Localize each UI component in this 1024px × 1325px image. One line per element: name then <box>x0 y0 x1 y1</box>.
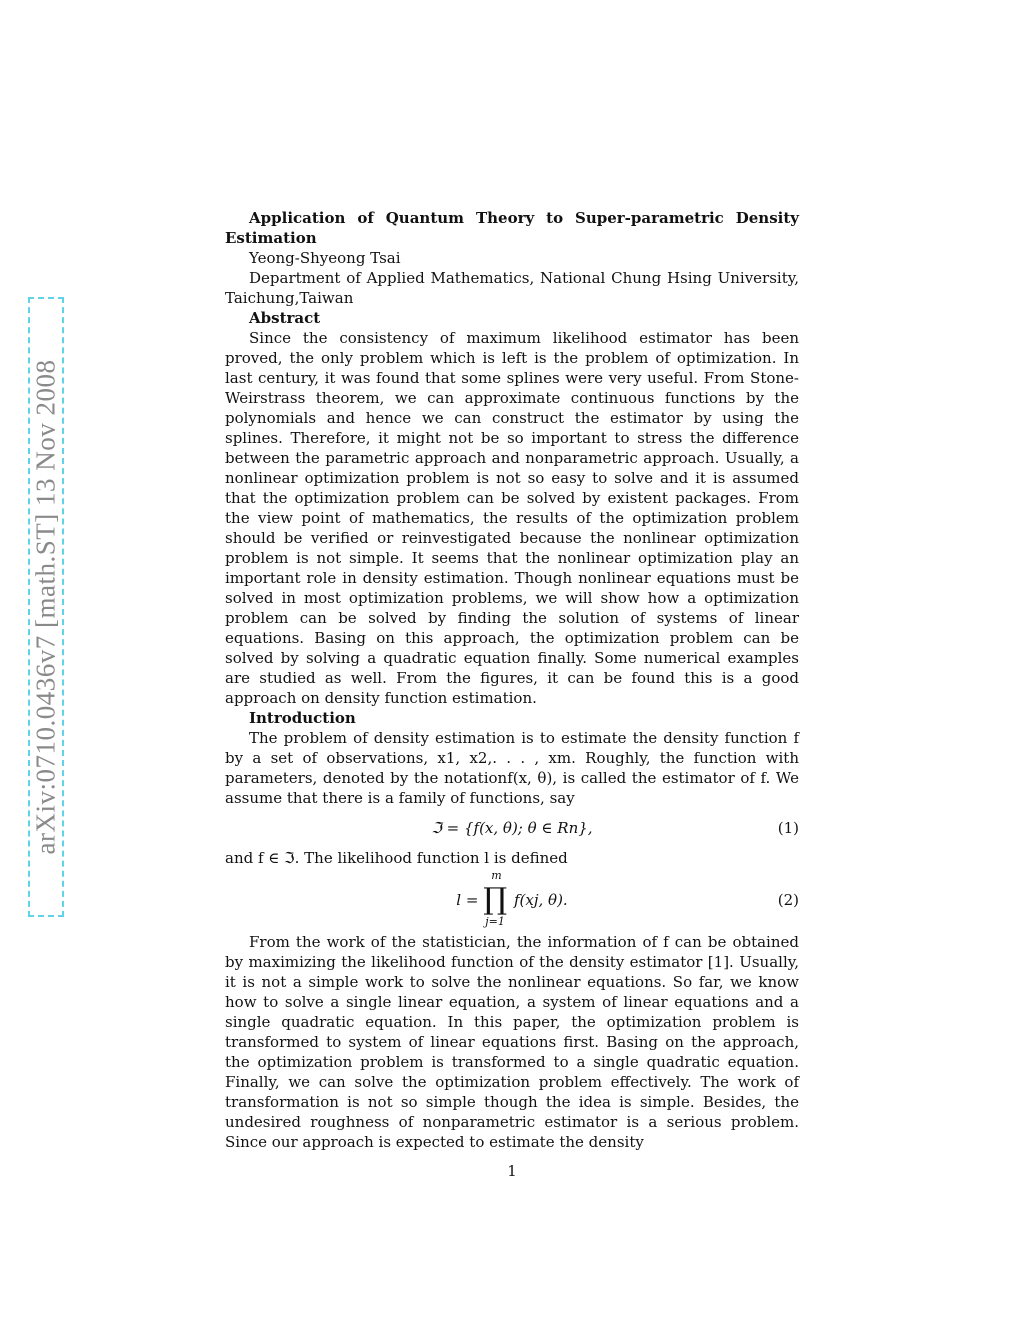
introduction-heading: Introduction <box>249 709 356 727</box>
equation-1-body: ℑ = {f(x, θ); θ ∈ Rn}, <box>431 819 593 837</box>
equation-2-lhs: l = <box>456 891 479 909</box>
equation-2 <box>225 868 799 932</box>
paper-body <box>225 208 799 1152</box>
paper-title: Application of Quantum Theory to Super-parametric Density Estimation <box>225 209 799 247</box>
introduction-paragraph-2: From the work of the statistician, the information of f can be obtained by maximizing the likelihood function of the density estimator [1]. Usually, it is not a simple work to solve the nonlinear equations. So far, we know how to solve a single linear equation, a system of linear equations and a single quadratic equation. In this paper, the optimization problem is transformed to system of linear equations first. Basing on the approach, the optimization problem is transformed to a single quadratic equation. Finally, we can solve the optimization problem effectively. The work of transformation is not so simple though the idea is simple. Besides, the undesired roughness of nonparametric estimator is a serious problem. Since our approach is expected to estimate the density <box>225 933 799 1151</box>
introduction-paragraph-1: The problem of density estimation is to estimate the density function f by a set of observations, x1, x2,. . . , xm. Roughly, the function with parameters, denoted by the notationf(x, θ), is called the estimator of f. We assume that there is a family of functions, say <box>225 729 799 807</box>
product-upper-limit: m <box>491 869 502 882</box>
page-number: 1 <box>507 1162 517 1180</box>
author-affiliation: Department of Applied Mathematics, National Chung Hsing University, Taichung,Taiwan <box>225 269 799 307</box>
arxiv-sidebar-stamp <box>28 297 64 917</box>
equation-1 <box>225 808 799 848</box>
equation-2-rhs: f(xj, θ). <box>514 891 568 909</box>
arxiv-identifier: arXiv:0710.0436v7 [math.ST] 13 Nov 2008 <box>30 359 61 855</box>
abstract-heading: Abstract <box>249 309 321 327</box>
equation-transition-text: and f ∈ ℑ. The likelihood function l is defined <box>225 849 568 867</box>
equation-2-number: (2) <box>777 891 799 909</box>
product-lower-limit: j=1 <box>485 915 505 928</box>
equation-1-number: (1) <box>777 819 799 837</box>
equation-2-body <box>225 868 799 932</box>
product-symbol: m ∏ j=1 <box>483 869 508 928</box>
author-name: Yeong-Shyeong Tsai <box>249 249 401 267</box>
abstract-text: Since the consistency of maximum likelihood estimator has been proved, the only problem which is left is the problem of optimization. In last century, it was found that some splines were very useful. From Stone-Weirstrass theorem, we can approximate continuous functions by the polynomials and hence we can construct the estimator by using the splines. Therefore, it might not be so important to stress the difference between the parametric approach and nonparametric approach. Usually, a nonlinear optimization problem is not so easy to solve and it is assumed that the optimization problem can be solved by existent packages. From the view point of mathematics, the results of the optimization problem should be verified or reinvestigated because the nonlinear optimization problem is not simple. It seems that the nonlinear optimization play an important role in density estimation. Though nonlinear equations must be solved in most optimization problems, we will show how a optimization problem can be solved by finding the solution of systems of linear equations. Basing on this approach, the optimization problem can be solved by solving a quadratic equation finally. Some numerical examples are studied as well. From the figures, it can be found this is a good approach on density function estimation. <box>225 329 799 707</box>
